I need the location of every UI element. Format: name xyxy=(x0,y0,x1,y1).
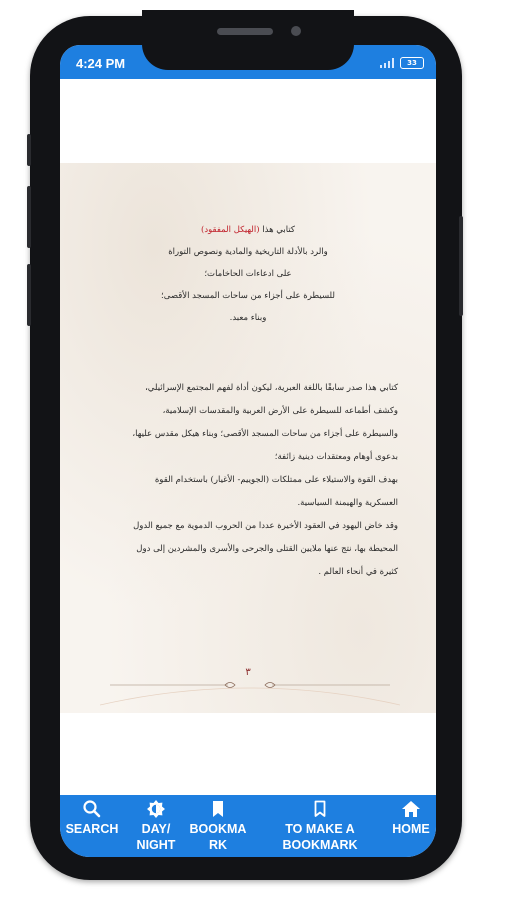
body-line-9: كثيرة في أنحاء العالم . xyxy=(318,567,398,577)
body-line-1: كتابي هذا صدر سابقًا باللغة العبرية، ليكون أداة لفهم المجتمع الإسرائيلي، xyxy=(145,383,398,393)
title-line-1 xyxy=(60,225,436,235)
day-night-icon xyxy=(146,799,166,819)
page-ornament xyxy=(100,673,400,713)
speaker-grille xyxy=(217,28,273,35)
body-line-6: العسكرية والهيمنة السياسية. xyxy=(297,498,398,508)
bookmark-button[interactable] xyxy=(186,799,250,853)
make-bookmark-button[interactable] xyxy=(266,799,374,853)
volume-up-button xyxy=(27,186,31,248)
side-button-top xyxy=(27,134,31,166)
bookmark-filled-icon xyxy=(208,799,228,819)
title-line-5: وبناء معبد. xyxy=(229,313,267,323)
book-title-highlight: (الهيكل المفقود) xyxy=(201,225,260,235)
search-label: SEARCH xyxy=(65,822,119,836)
phone-notch xyxy=(142,10,354,70)
day-night-label: DAY/ NIGHT xyxy=(136,822,176,852)
front-camera xyxy=(291,26,301,36)
power-button xyxy=(459,216,463,316)
home-icon xyxy=(401,799,421,819)
title-line-4: للسيطرة على أجزاء من ساحات المسجد الأقصى؛ xyxy=(161,291,335,301)
page-number: ٣ xyxy=(245,667,251,678)
bookmark-outline-icon xyxy=(310,799,330,819)
home-label: HOME xyxy=(392,822,430,836)
signal-icon xyxy=(380,58,394,68)
search-button[interactable] xyxy=(64,799,120,837)
title-line-3: على ادعاءات الحاخامات؛ xyxy=(204,269,292,279)
device-screen xyxy=(60,45,436,857)
volume-down-button xyxy=(27,264,31,326)
body-line-2: وكشف أطماعه للسيطرة على الأرض العربية والمقدسات الإسلامية، xyxy=(162,406,398,416)
bookmark-label: BOOKMA RK xyxy=(189,822,247,852)
book-page[interactable] xyxy=(60,163,436,713)
day-night-button[interactable] xyxy=(130,799,182,853)
title-line-2: والرد بالأدلة التاريخية والمادية ونصوص التوراة xyxy=(168,247,328,257)
title-prefix: كتابي هذا xyxy=(259,225,295,235)
search-icon xyxy=(82,799,102,819)
body-line-4: بدعوى أوهام ومعتقدات دينية زائفة؛ xyxy=(274,452,398,462)
body-line-5: بهدف القوة والاستيلاء على ممتلكات (الجوييم- الأغيار) باستخدام القوة xyxy=(154,475,398,485)
home-button[interactable] xyxy=(386,799,436,837)
battery-level: 33 xyxy=(407,59,417,67)
body-line-8: المحيطة بها، نتج عنها ملايين القتلى والجرحى والأسرى والمشردين إلى دول xyxy=(136,544,398,554)
make-bookmark-label: TO MAKE A BOOKMARK xyxy=(282,822,358,852)
body-line-3: والسيطرة على أجزاء من ساحات المسجد الأقصى؛ وبناء هيكل مقدس عليها، xyxy=(132,429,398,439)
status-icons xyxy=(380,57,424,69)
body-line-7: وقد خاض اليهود في العقود الأخيرة عددا من الحروب الدموية مع جميع الدول xyxy=(133,521,398,531)
bottom-toolbar xyxy=(60,795,436,857)
battery-icon xyxy=(400,57,424,69)
status-time: 4:24 PM xyxy=(76,56,126,71)
